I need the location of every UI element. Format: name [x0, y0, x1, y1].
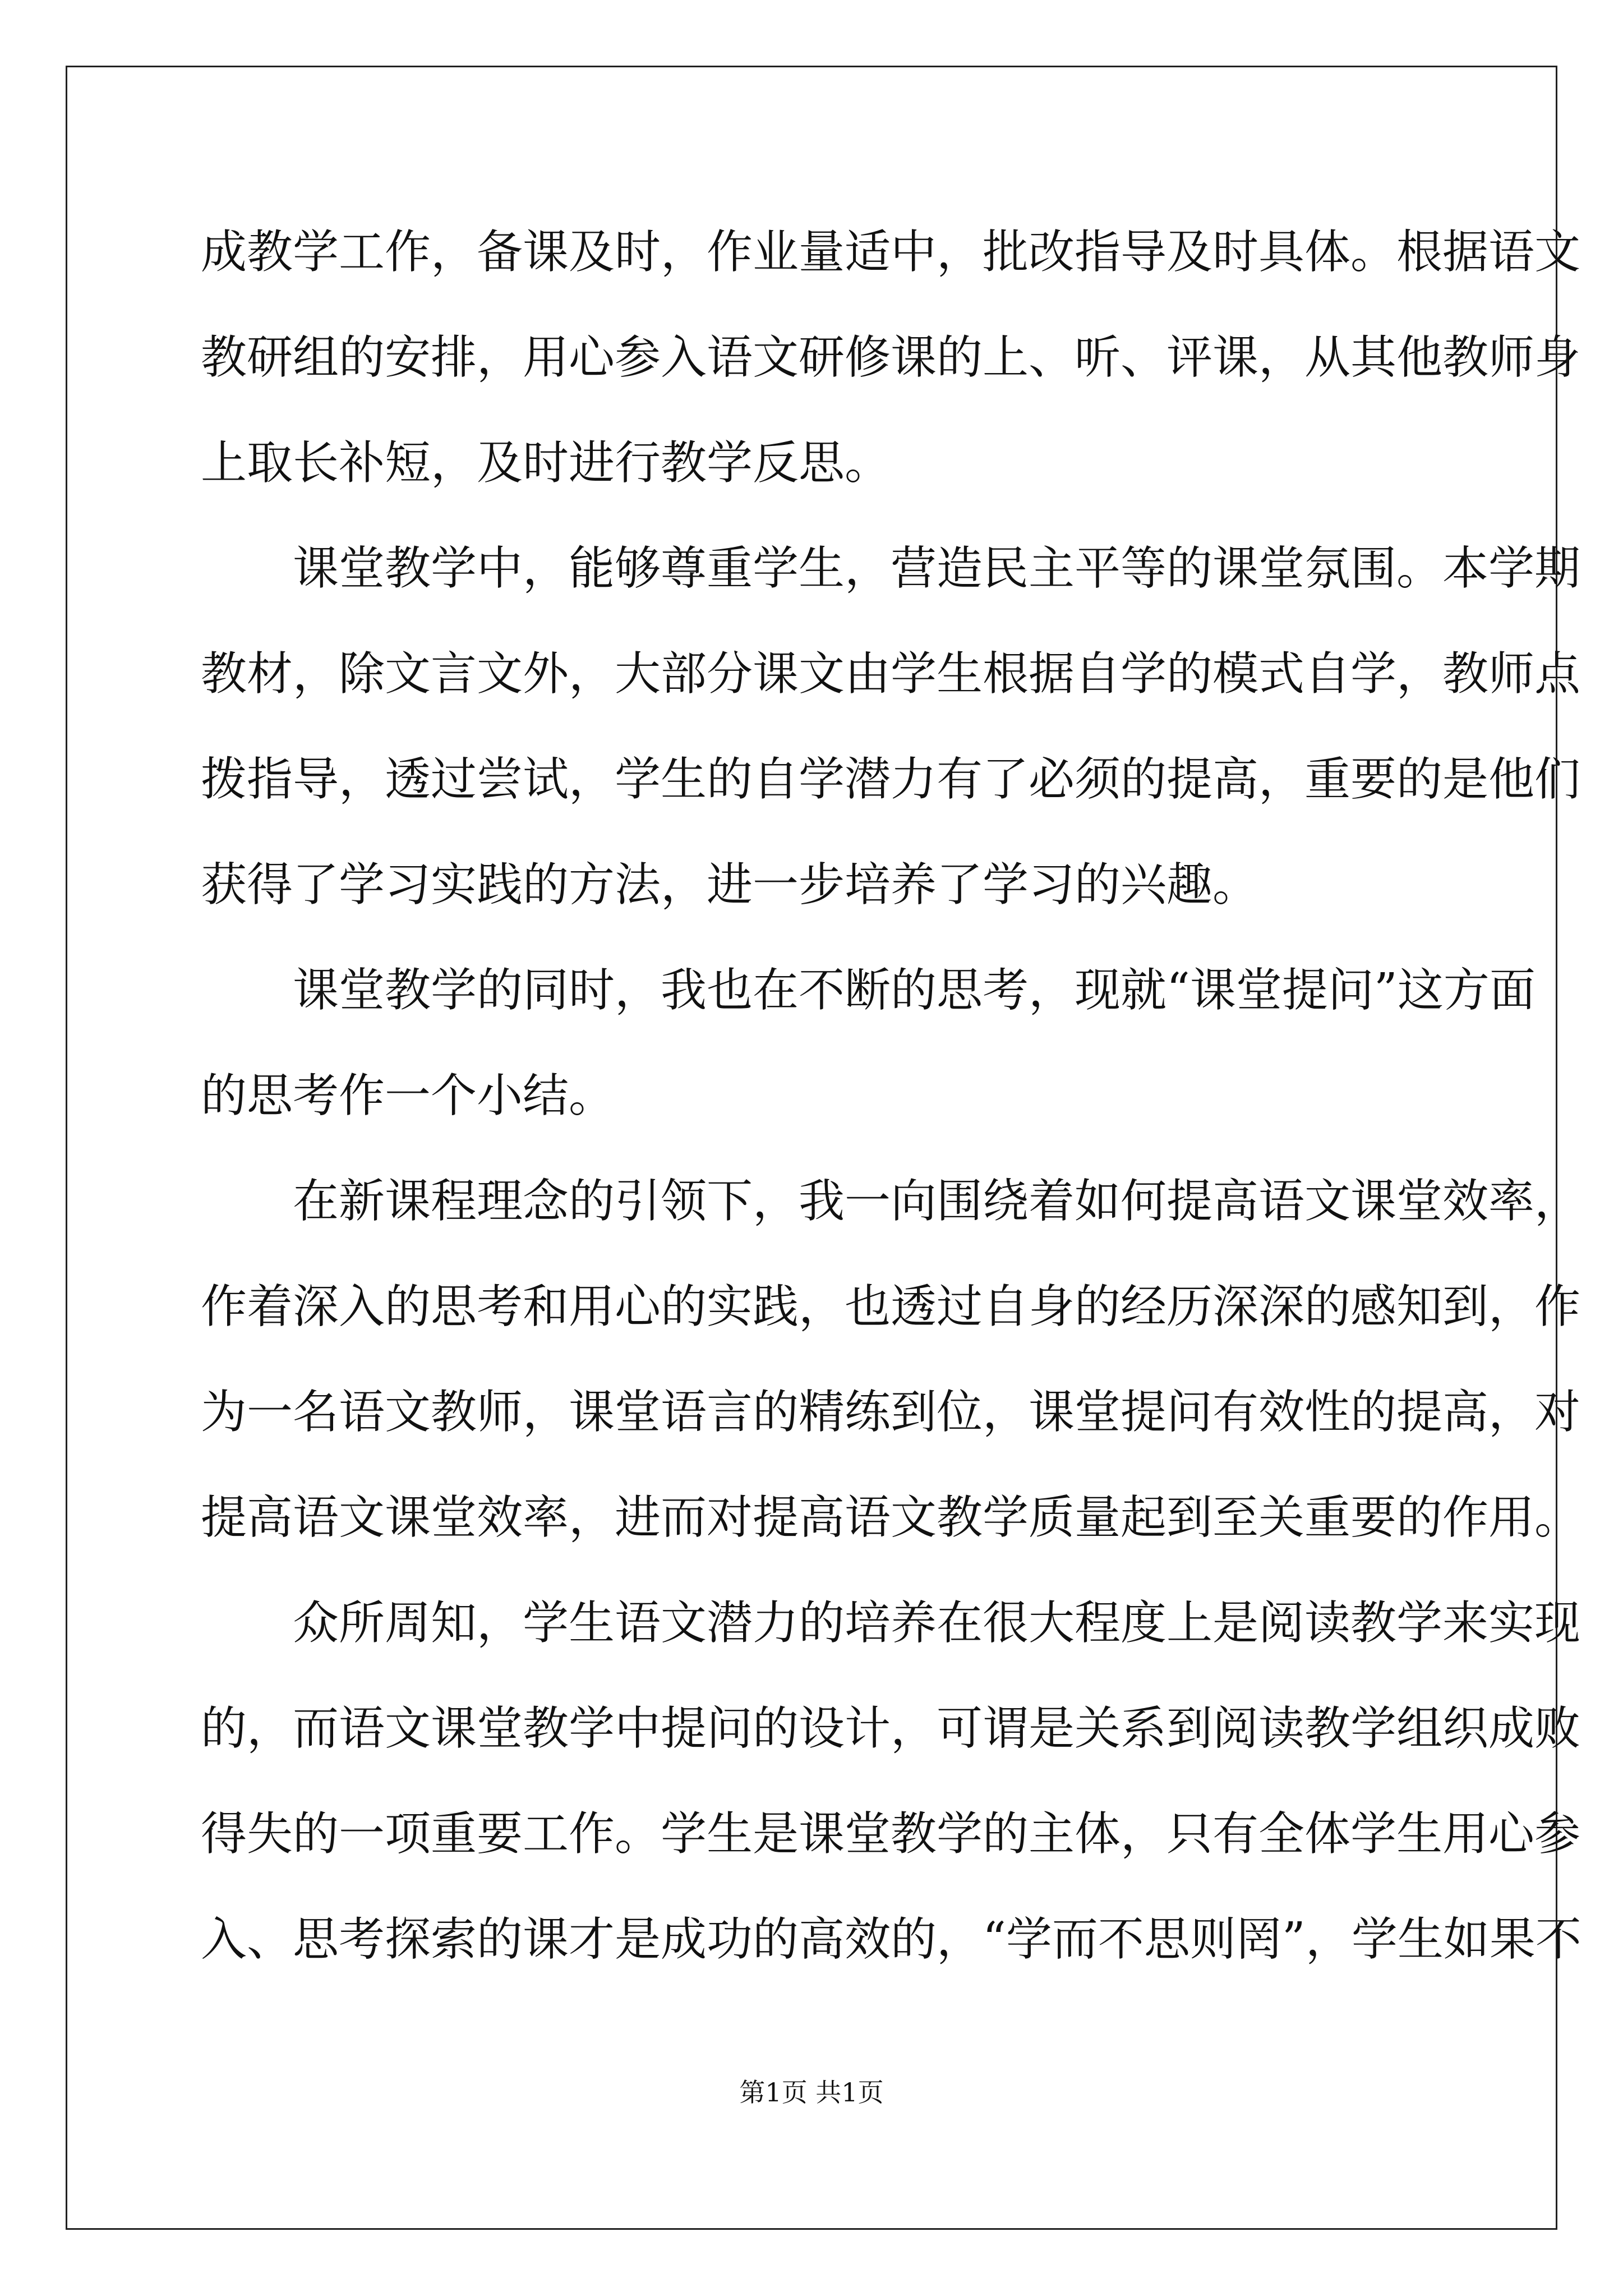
text-line: 作着深入的思考和用心的实践，也透过自身的经历深深的感知到，作 [201, 1280, 1581, 1333]
text-line: 为一名语文教师，课堂语言的精练到位，课堂提问有效性的提高，对 [201, 1386, 1581, 1439]
text-line: 提高语文课堂效率，进而对提高语文教学质量起到至关重要的作用。 [201, 1491, 1581, 1544]
text-line: 课堂教学中，能够尊重学生，营造民主平等的课堂氛围。本学期 [293, 542, 1581, 595]
text-line: 的，而语文课堂教学中提问的设计，可谓是关系到阅读教学组织成败 [201, 1702, 1581, 1755]
text-line: 拨指导，透过尝试，学生的自学潜力有了必须的提高，重要的是他们 [201, 753, 1581, 806]
text-line: 在新课程理念的引领下，我一向围绕着如何提高语文课堂效率， [293, 1175, 1581, 1228]
text-line: 教研组的安排，用心参入语文研修课的上、听、评课，从其他教师身 [201, 331, 1581, 384]
text-line: 的思考作一个小结。 [201, 1069, 615, 1122]
text-line: 众所周知，学生语文潜力的培养在很大程度上是阅读教学来实现 [293, 1596, 1581, 1650]
text-line: 成教学工作，备课及时，作业量适中，批改指导及时具体。根据语文 [201, 226, 1581, 279]
document-body [201, 200, 1581, 1993]
text-line: 课堂教学的同时，我也在不断的思考，现就“课堂提问”这方面 [293, 964, 1536, 1017]
text-line: 上取长补短，及时进行教学反思。 [201, 436, 891, 490]
text-line: 得失的一项重要工作。学生是课堂教学的主体，只有全体学生用心参 [201, 1807, 1581, 1861]
text-line: 入、思考探索的课才是成功的高效的，“学而不思则罔”，学生如果不 [201, 1913, 1581, 1966]
page-number-footer: 第1页 共1页 [739, 2077, 884, 2108]
text-line: 教材，除文言文外，大部分课文由学生根据自学的模式自学，教师点 [201, 647, 1581, 701]
text-line: 获得了学习实践的方法，进一步培养了学习的兴趣。 [201, 858, 1259, 912]
